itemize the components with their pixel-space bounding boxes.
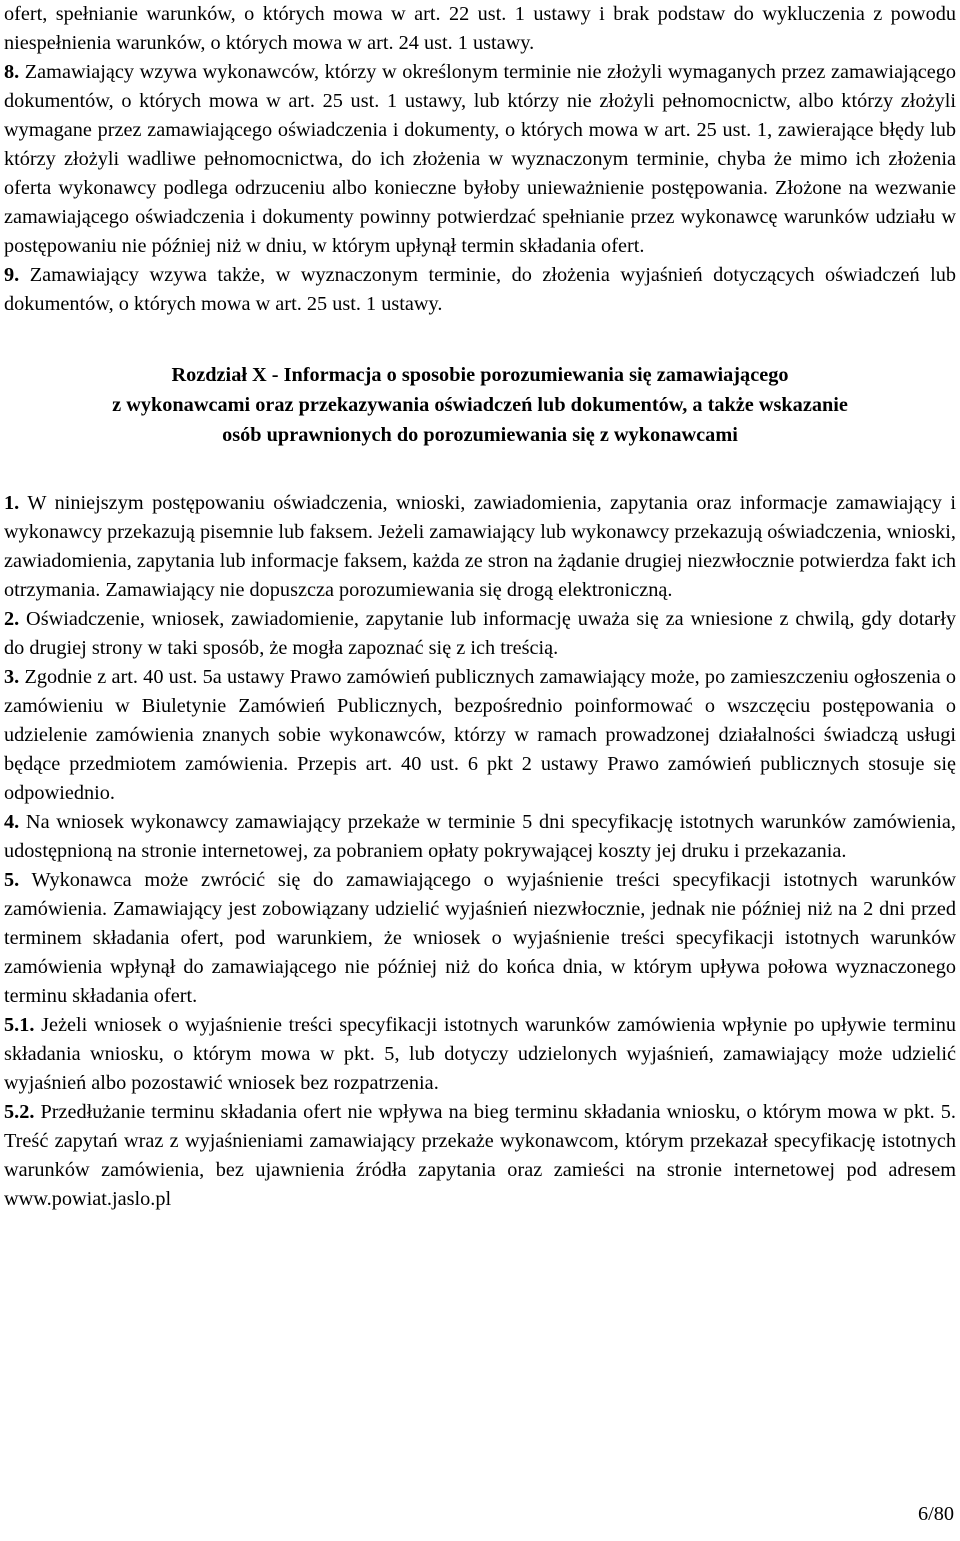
paragraph-9 xyxy=(4,261,956,319)
paragraph-number: 2. xyxy=(4,608,20,630)
paragraph-text: Wykonawca może zwrócić się do zamawiającego o wyjaśnienie treści specyfikacji istotnych warunków zamówienia. Zamawiający jest zobowiązany udzielić wyjaśnień niezwłocznie, jednak nie później niż na 2 dni przed terminem składania ofert, pod warunkiem, że wniosek o wyjaśnienie treści specyfikacji istotnych warunków zamówienia wpłynął do zamawiającego nie później niż do końca dnia, w którym upływa połowa wyznaczonego terminu składania ofert. xyxy=(4,869,956,1007)
paragraph-text: Zgodnie z art. 40 ust. 5a ustawy Prawo zamówień publicznych zamawiający może, po zamieszczeniu ogłoszenia o zamówieniu w Biuletynie Zamówień Publicznych, bezpośrednio poinformować o wszczęciu postępowania o udzielenie zamówienia znanych sobie wykonawców, którzy w ramach prowadzonej działalności świadczą usługi będące przedmiotem zamówienia. Przepis art. 40 ust. 6 pkt 2 ustawy Prawo zamówień publicznych stosuje się odpowiednio. xyxy=(4,666,956,804)
paragraph-number: 8. xyxy=(4,61,20,83)
paragraph-text: Zamawiający wzywa także, w wyznaczonym terminie, do złożenia wyjaśnień dotyczących oświadczeń lub dokumentów, o których mowa w art. 25 ust. 1 ustawy. xyxy=(4,264,956,315)
intro-paragraph xyxy=(4,0,956,58)
page-number: 6/80 xyxy=(917,1503,954,1525)
paragraph-number: 1. xyxy=(4,492,20,514)
paragraph-5-1 xyxy=(4,1011,956,1098)
paragraph-text: Jeżeli wniosek o wyjaśnienie treści specyfikacji istotnych warunków zamówienia wpłynie po upływie terminu składania wniosku, o którym mowa w pkt. 5, lub dotyczy udzielonych wyjaśnień, zamawiający może udzielić wyjaśnień albo pozostawić wniosek bez rozpatrzenia. xyxy=(4,1014,956,1094)
paragraph-number: 5.2. xyxy=(4,1101,35,1123)
paragraph-text: Oświadczenie, wniosek, zawiadomienie, zapytanie lub informację uważa się za wniesione z chwilą, gdy dotarły do drugiej strony w taki sposób, że mogła zapoznać się z ich treścią. xyxy=(4,608,956,659)
chapter-heading-line-2: z wykonawcami oraz przekazywania oświadczeń lub dokumentów, a także wskazanie xyxy=(112,394,848,416)
chapter-heading xyxy=(4,360,956,450)
chapter-heading-line-1: Rozdział X - Informacja o sposobie porozumiewania się zamawiającego xyxy=(171,364,789,386)
intro-text: ofert, spełnianie warunków, o których mowa w art. 22 ust. 1 ustawy i brak podstaw do wykluczenia z powodu niespełnienia warunków, o których mowa w art. 24 ust. 1 ustawy. xyxy=(4,3,956,54)
paragraph-number: 9. xyxy=(4,264,20,286)
paragraph-text: Na wniosek wykonawcy zamawiający przekaże w terminie 5 dni specyfikację istotnych warunków zamówienia, udostępnioną na stronie internetowej, za pobraniem opłaty pokrywającej koszty jej druku i przekazania. xyxy=(4,811,956,862)
paragraph-number: 5.1. xyxy=(4,1014,35,1036)
paragraph-number: 3. xyxy=(4,666,20,688)
paragraph-text: W niniejszym postępowaniu oświadczenia, wnioski, zawiadomienia, zapytania oraz informacje zamawiający i wykonawcy przekazują pisemnie lub faksem. Jeżeli zamawiający lub wykonawcy przekazują oświadczenia, wnioski, zawiadomienia, zapytania lub informacje faksem, każda ze stron na żądanie drugiej niezwłocznie potwierdza fakt ich otrzymania. Zamawiający nie dopuszcza porozumiewania się drogą elektroniczną. xyxy=(4,492,956,601)
paragraph-2 xyxy=(4,605,956,663)
paragraph-number: 5. xyxy=(4,869,20,891)
paragraph-4 xyxy=(4,808,956,866)
paragraph-text: Zamawiający wzywa wykonawców, którzy w określonym terminie nie złożyli wymaganych przez zamawiającego dokumentów, o których mowa w art. 25 ust. 1 ustawy, lub którzy nie złożyli pełnomocnictw, albo którzy złożyli wymagane przez zamawiającego oświadczenia i dokumenty, o których mowa w art. 25 ust. 1, zawierające błędy lub którzy złożyli wadliwe pełnomocnictwa, do ich złożenia w wyznaczonym terminie, chyba że mimo ich złożenia oferta wykonawcy podlega odrzuceniu albo konieczne byłoby unieważnienie postępowania. Złożone na wezwanie zamawiającego oświadczenia i dokumenty powinny potwierdzać spełnianie przez wykonawcę warunków udziału w postępowaniu nie później niż w dniu, w którym upłynął termin składania ofert. xyxy=(4,61,956,257)
chapter-heading-line-3: osób uprawnionych do porozumiewania się z wykonawcami xyxy=(222,424,738,446)
paragraph-1 xyxy=(4,489,956,605)
paragraph-8 xyxy=(4,58,956,261)
paragraph-number: 4. xyxy=(4,811,20,833)
document-page xyxy=(4,0,956,1214)
paragraph-text: Przedłużanie terminu składania ofert nie wpływa na bieg terminu składania wniosku, o którym mowa w pkt. 5. Treść zapytań wraz z wyjaśnieniami zamawiający przekaże wykonawcom, którym przekazał specyfikację istotnych warunków zamówienia, bez ujawnienia źródła zapytania oraz zamieści na stronie internetowej pod adresem www.powiat.jaslo.pl xyxy=(4,1101,956,1210)
paragraph-5 xyxy=(4,866,956,1011)
paragraph-5-2 xyxy=(4,1098,956,1214)
paragraph-3 xyxy=(4,663,956,808)
